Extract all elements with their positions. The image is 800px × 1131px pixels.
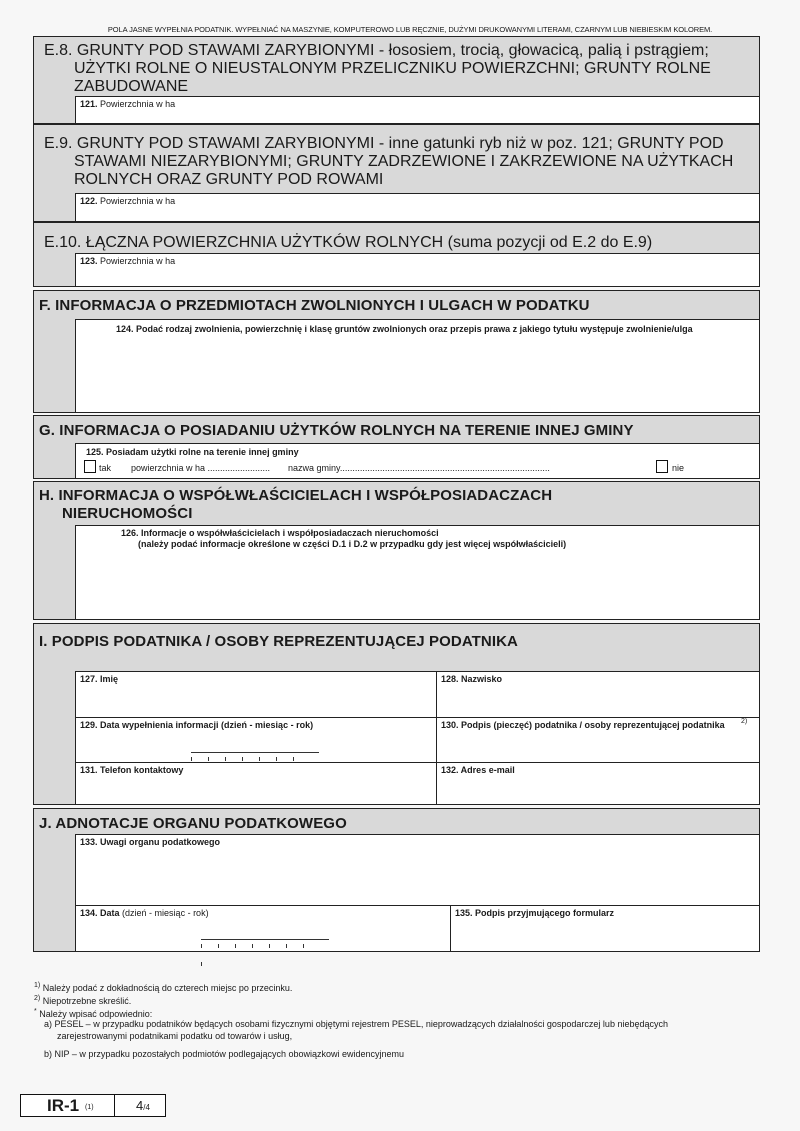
e8-field-label: Powierzchnia w ha	[100, 99, 176, 109]
section-f	[33, 290, 760, 413]
g-nie-label: nie	[672, 463, 685, 473]
i-email-label: 132. Adres e-mail	[441, 765, 515, 775]
i-last-name-field[interactable]	[436, 671, 760, 718]
header-note: POLA JASNE WYPEŁNIA PODATNIK. WYPEŁNIAĆ NA MASZYNIE, KOMPUTEROWO LUB RĘCZNIE, DUŻYMI DRUKOWANYMI LITERAMI, CZARNYM LUB NIEBIESKIM KOLOREM.	[107, 25, 713, 34]
section-e10	[33, 222, 760, 287]
f-field-label: 124. Podać rodzaj zwolnienia, powierzchnię i klasę gruntów zwolnionych oraz przepis prawa z jakiego tytułu występuje zwolnienie/ulga	[116, 324, 693, 334]
i-last-name-label: 128. Nazwisko	[441, 674, 503, 684]
form-id-box	[20, 1094, 166, 1117]
i-phone-field[interactable]	[75, 762, 437, 805]
j-date-boxes	[201, 935, 329, 940]
form-id-name: IR-1	[47, 1096, 80, 1115]
h-field-label-line2: (należy podać informacje określone w części D.1 i D.2 w przypadku gdy jest więcej współwłaścicieli)	[138, 539, 567, 549]
j-remarks-label: 133. Uwagi organu podatkowego	[80, 837, 221, 847]
i-email-field[interactable]	[436, 762, 760, 805]
i-date-boxes	[191, 748, 319, 753]
footnote-3: * Należy wpisać odpowiednio:	[34, 1008, 153, 1019]
g-tak-checkbox[interactable]	[84, 460, 96, 473]
e8-area-field[interactable]	[75, 96, 760, 124]
j-receiver-signature-label: 135. Podpis przyjmującego formularz	[455, 908, 615, 918]
e8-title-line3: ZABUDOWANE	[74, 78, 189, 95]
e8-title-line1: E.8. GRUNTY POD STAWAMI ZARYBIONYMI - łososiem, trocią, głowacicą, palią i pstrągiem;	[44, 42, 709, 59]
section-e9	[33, 124, 760, 222]
section-i	[33, 623, 760, 805]
j-date-label: 134. Data	[80, 908, 120, 918]
f-exemptions-field[interactable]	[75, 319, 760, 413]
section-g	[33, 415, 760, 479]
section-h	[33, 481, 760, 620]
e8-title-line2: UŻYTKI ROLNE O NIEUSTALONYM PRZELICZNIKU POWIERZCHNI; GRUNTY ROLNE	[74, 60, 711, 77]
e10-area-field[interactable]	[75, 253, 760, 287]
i-signature-footnote-mark: 2)	[741, 718, 748, 725]
footnote-1: $^{1)}$ Należy podać z dokładnością do czterech miejsc po przecinku.	[34, 982, 293, 993]
j-title: J. ADNOTACJE ORGANU PODATKOWEGO	[39, 815, 347, 832]
i-first-name-label: 127. Imię	[80, 674, 119, 684]
i-date-field[interactable]	[75, 717, 437, 763]
g-field-label: 125. Posiadam użytki rolne na terenie innej gminy	[86, 447, 299, 457]
g-other-commune-field	[75, 443, 760, 479]
footnote-a-cont: zarejestrowanymi podatnikami podatku od towarów i usług,	[57, 1031, 293, 1041]
e9-field-label: Powierzchnia w ha	[100, 196, 176, 206]
j-date-field[interactable]	[75, 905, 451, 952]
e9-title-line1: E.9. GRUNTY POD STAWAMI ZARYBIONYMI - inne gatunki ryb niż w poz. 121; GRUNTY POD	[44, 135, 724, 152]
i-date-label: 129. Data wypełnienia informacji (dzień - miesiąc - rok)	[80, 720, 314, 730]
form-id-version: (1)	[85, 1104, 94, 1111]
g-tak-label: tak	[99, 463, 112, 473]
h-field-label-line1: 126. Informacje o współwłaścicielach i współposiadaczach nieruchomości	[121, 528, 439, 538]
h-title-line2: NIERUCHOMOŚCI	[62, 505, 193, 522]
h-title-line1: H. INFORMACJA O WSPÓŁWŁAŚCICIELACH I WSPÓŁPOSIADACZACH	[39, 487, 553, 504]
e8-field-number: 121.	[80, 99, 98, 109]
e10-title: E.10. ŁĄCZNA POWIERZCHNIA UŻYTKÓW ROLNYCH (suma pozycji od E.2 do E.9)	[44, 234, 653, 251]
e10-field-number: 123.	[80, 256, 98, 266]
g-title: G. INFORMACJA O POSIADANIU UŻYTKÓW ROLNYCH NA TERENIE INNEJ GMINY	[39, 422, 634, 439]
i-first-name-field[interactable]	[75, 671, 437, 718]
i-title: I. PODPIS PODATNIKA / OSOBY REPREZENTUJĄCEJ PODATNIKA	[39, 633, 518, 650]
footnote-a: a) PESEL – w przypadku podatników będących osobami fizycznymi objętymi rejestrem PESEL, nieprowadzących działalności gospodarczej lub niebędących	[44, 1019, 668, 1029]
e9-title-line3: ROLNYCH ORAZ GRUNTY POD ROWAMI	[74, 171, 384, 188]
j-date-hint: (dzień - miesiąc - rok)	[122, 908, 209, 918]
g-commune-input[interactable]: nazwa gminy....................................................................................	[288, 463, 550, 473]
j-receiver-signature-field[interactable]	[450, 905, 760, 952]
j-remarks-field[interactable]	[75, 834, 760, 906]
h-coowners-field[interactable]	[75, 525, 760, 620]
footnote-2: $^{2)}$ Niepotrzebne skreślić.	[34, 995, 132, 1006]
i-signature-field[interactable]	[436, 717, 760, 763]
i-signature-label: 130. Podpis (pieczęć) podatnika / osoby reprezentującej podatnika	[441, 720, 725, 730]
f-title: F. INFORMACJA O PRZEDMIOTACH ZWOLNIONYCH I ULGACH W PODATKU	[39, 297, 590, 314]
form-page-number: 4/4	[136, 1098, 150, 1113]
e10-field-label: Powierzchnia w ha	[100, 256, 176, 266]
section-e8	[33, 36, 760, 124]
e9-area-field[interactable]	[75, 193, 760, 222]
g-area-input[interactable]: powierzchnia w ha .........................	[131, 463, 271, 473]
i-phone-label: 131. Telefon kontaktowy	[80, 765, 184, 775]
g-nie-checkbox[interactable]	[656, 460, 668, 473]
e9-field-number: 122.	[80, 196, 98, 206]
e9-title-line2: STAWAMI NIEZARYBIONYMI; GRUNTY ZADRZEWIONE I ZAKRZEWIONE NA UŻYTKACH	[74, 153, 734, 170]
section-j	[33, 808, 760, 952]
footnote-b: b) NIP – w przypadku pozostałych podmiotów podlegających obowiązkowi ewidencyjnemu	[44, 1049, 405, 1059]
